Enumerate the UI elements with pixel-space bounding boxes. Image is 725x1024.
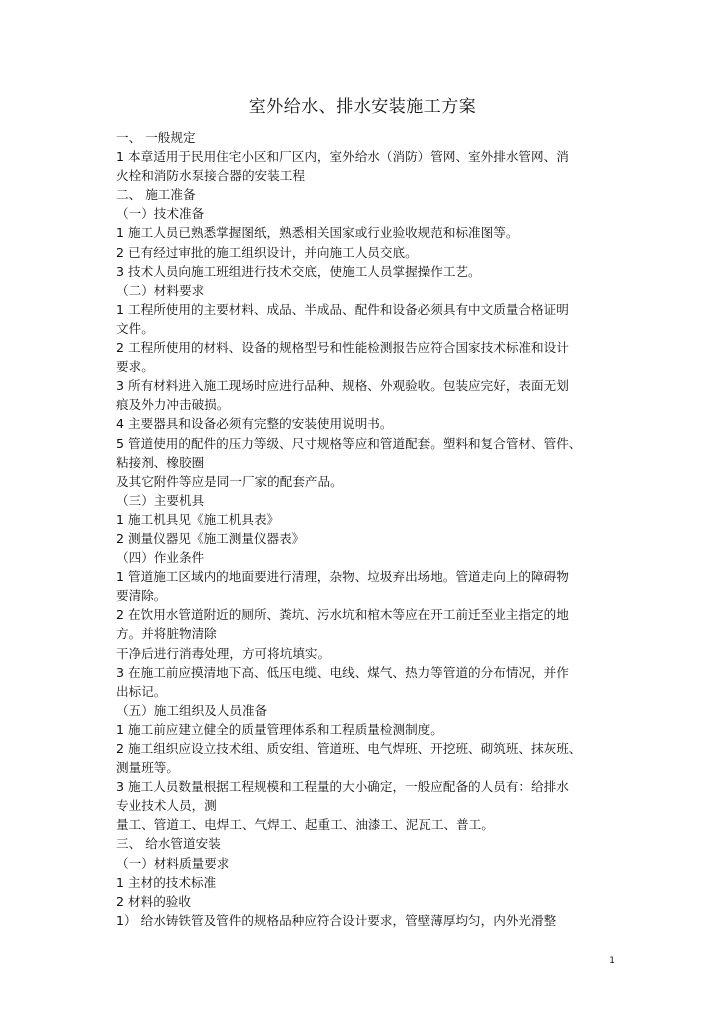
- text-line: 出标记。: [116, 683, 167, 699]
- text-line: 一、 一般规定: [116, 130, 196, 145]
- text-line: 1 管道施工区域内的地面要进行清理，杂物、垃圾弃出场地。管道走向上的障碍物: [116, 569, 569, 585]
- text-line: （一）材料质量要求: [116, 855, 230, 871]
- text-line: 火栓和消防水泵接合器的安装工程: [116, 168, 305, 184]
- text-line: 3 施工人员数量根据工程规模和工程量的大小确定，一般应配备的人员有：给排水: [116, 779, 569, 795]
- text-line: 1 工程所使用的主要材料、成品、半成品、配件和设备必须具有中文质量合格证明: [116, 301, 569, 317]
- text-line: 要清除。: [116, 588, 167, 604]
- text-line: 1） 给水铸铁管及管件的规格品种应符合设计要求，管壁薄厚均匀，内外光滑整: [116, 912, 557, 928]
- text-line: 文件。: [116, 320, 154, 336]
- text-line: 1 主材的技术标准: [116, 874, 217, 890]
- text-line: 2 测量仪器见《施工测量仪器表》: [116, 530, 305, 546]
- text-line: 干净后进行消毒处理，方可将坑填实。: [116, 645, 331, 661]
- text-line: 2 工程所使用的材料、设备的规格型号和性能检测报告应符合国家技术标准和设计: [116, 340, 569, 356]
- text-line: 专业技术人员，测: [116, 798, 217, 814]
- text-line: 三、 给水管道安装: [116, 836, 221, 852]
- document-body: [116, 128, 616, 930]
- text-line: （三）主要机具: [116, 492, 205, 508]
- text-line: 5 管道使用的配件的压力等级、尺寸规格等应和管道配套。塑料和复合管材、管件、: [116, 435, 582, 451]
- text-line: （五）施工组织及人员准备: [116, 702, 268, 718]
- text-line: 1 施工人员已熟悉掌握图纸，熟悉相关国家或行业验收规范和标准图等。: [116, 225, 519, 241]
- text-line: 3 所有材料进入施工现场时应进行品种、规格、外观验收。包装应完好，表面无划: [116, 378, 569, 394]
- text-line: 粘接剂、橡胶圈: [116, 454, 205, 470]
- text-line: （四）作业条件: [116, 550, 205, 566]
- page-number: 1: [609, 956, 615, 966]
- text-line: 1 施工机具见《施工机具表》: [116, 511, 280, 527]
- text-line: 2 材料的验收: [116, 893, 191, 909]
- text-line: 量工、管道工、电焊工、气焊工、起重工、油漆工、泥瓦工、普工。: [116, 817, 494, 833]
- text-line: 痕及外力冲击破损。: [116, 397, 230, 413]
- text-line: 2 在饮用水管道附近的厕所、粪坑、污水坑和棺木等应在开工前迁至业主指定的地: [116, 607, 569, 623]
- text-line: 1 施工前应建立健全的质量管理体系和工程质量检测制度。: [116, 721, 443, 737]
- text-line: （二）材料要求: [116, 282, 205, 298]
- text-line: 2 已有经过审批的施工组织设计，并向施工人员交底。: [116, 244, 418, 260]
- text-line: 2 施工组织应设立技术组、质安组、管道班、电气焊班、开挖班、砌筑班、抹灰班、: [116, 741, 582, 756]
- text-line: 3 在施工前应摸清地下高、低压电缆、电线、煤气、热力等管道的分布情况，并作: [116, 664, 569, 680]
- document-title: 室外给水、排水安装施工方案: [248, 97, 477, 117]
- text-line: 方。并将脏物清除: [116, 626, 217, 642]
- text-line: 3 技术人员向施工班组进行技术交底，使施工人员掌握操作工艺。: [116, 263, 481, 279]
- text-line: （一）技术准备: [116, 206, 205, 222]
- text-line: 1 本章适用于民用住宅小区和厂区内，室外给水（消防）管网、室外排水管网、消: [116, 149, 569, 165]
- text-line: 4 主要器具和设备必须有完整的安装使用说明书。: [116, 416, 393, 432]
- text-line: 及其它附件等应是同一厂家的配套产品。: [116, 473, 343, 489]
- text-line: 二、 施工准备: [116, 187, 196, 203]
- text-line: 测量班等。: [116, 760, 179, 776]
- text-line: 要求。: [116, 359, 154, 375]
